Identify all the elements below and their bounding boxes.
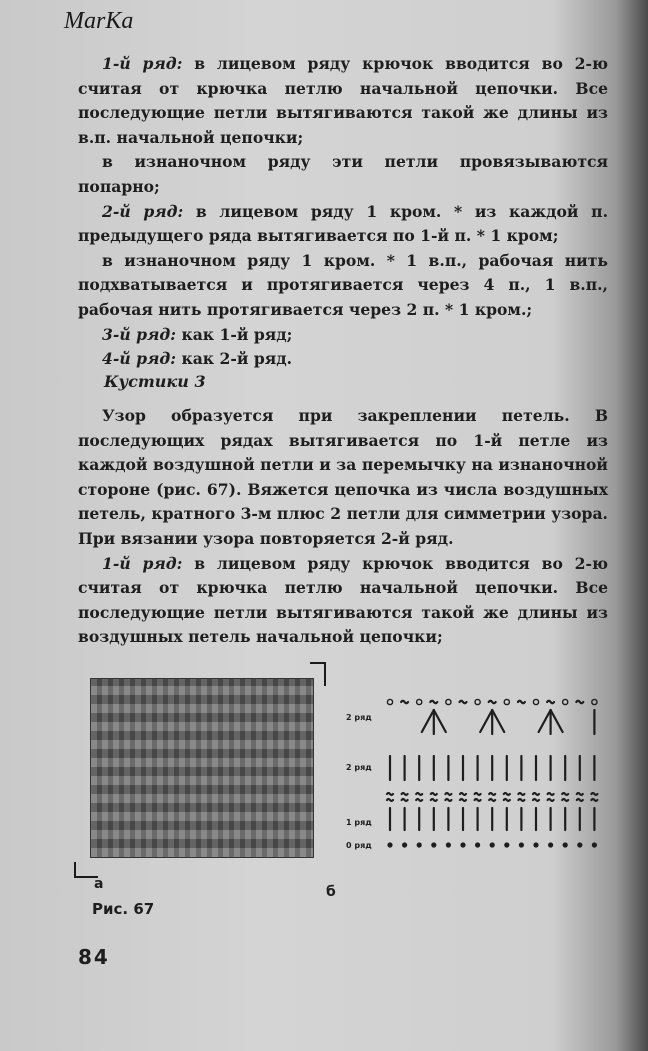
tilde-mark xyxy=(518,799,524,801)
paragraph xyxy=(78,200,608,249)
chain-circle xyxy=(563,699,568,704)
tilde-mark xyxy=(577,799,583,801)
tilde-mark xyxy=(460,701,467,704)
chain-dot xyxy=(592,842,597,847)
chart-symbols xyxy=(387,699,597,847)
chain-circle xyxy=(417,699,422,704)
tilde-mark xyxy=(445,793,451,795)
paragraph-text: как 1-й ряд; xyxy=(176,324,293,344)
page-number: 84 xyxy=(78,945,110,969)
chain-dot xyxy=(460,842,465,847)
tilde-mark xyxy=(489,799,495,801)
tilde-mark xyxy=(489,701,496,704)
chain-circle xyxy=(387,699,392,704)
tilde-mark xyxy=(504,799,510,801)
cluster-mark xyxy=(492,710,504,732)
tilde-mark xyxy=(533,793,539,795)
chart-row-label: 2 ряд xyxy=(346,763,372,772)
chain-dot xyxy=(577,842,582,847)
paragraph xyxy=(78,249,608,323)
paragraph-text: в лицевом ряду крючок вводится во 2-ю считая от крючка петлю начальной цепочки. Все последующие петли вытягиваются такой же длины из воздушных петель начальной цепочки; xyxy=(78,553,608,647)
chain-dot xyxy=(475,842,480,847)
tilde-mark xyxy=(518,701,525,704)
cluster-mark xyxy=(551,710,563,732)
paragraph-text: Узор образуется при закреплении петель. В последующих рядах вытягивается по 1-й петле из каждой воздушной петли и за перемычку на изнаночной стороне (рис. 67). Вяжется цепочка из числа воздушных петель, кратного 3-м плюс 2 петли для симметрии узора. При вязании узора повторяется 2-й ряд. xyxy=(78,406,608,548)
figure-label-a: а xyxy=(94,876,104,892)
paragraph-text: как 2-й ряд. xyxy=(176,349,293,369)
tilde-mark xyxy=(562,799,568,801)
chain-dot xyxy=(490,842,495,847)
tilde-mark xyxy=(401,701,408,704)
paragraph xyxy=(78,552,608,650)
tilde-mark xyxy=(591,793,597,795)
chain-dot xyxy=(519,842,524,847)
chain-circle xyxy=(504,699,509,704)
paragraph-text: в изнаночном ряду эти петли провязываются попарно; xyxy=(78,152,608,196)
section-heading: Кустики 3 xyxy=(104,372,206,391)
chain-dot xyxy=(417,842,422,847)
paragraph xyxy=(78,347,608,372)
chain-dot xyxy=(431,842,436,847)
tilde-mark xyxy=(562,793,568,795)
chain-dot xyxy=(563,842,568,847)
row-label: 1-й ряд: xyxy=(102,553,183,573)
row-label: 4-й ряд: xyxy=(102,349,177,369)
paragraph-text: в изнаночном ряду 1 кром. * 1 в.п., рабочая нить подхватывается и протягивается через 4 п., 1 в.п., рабочая нить протягивается через 2 п. * 1 кром.; xyxy=(78,250,608,319)
tilde-mark xyxy=(387,793,393,795)
figure-caption: Рис. 67 xyxy=(92,900,155,918)
tilde-mark xyxy=(445,799,451,801)
tilde-mark xyxy=(475,793,481,795)
tilde-mark xyxy=(576,701,583,704)
tilde-mark xyxy=(548,793,554,795)
chain-circle xyxy=(533,699,538,704)
row-label: 1-й ряд: xyxy=(102,54,183,73)
tilde-mark xyxy=(475,799,481,801)
paragraph-text: в лицевом ряду 1 кром. * из каждой п. предыдущего ряда вытягивается по 1-й п. * 1 кром; xyxy=(78,201,608,246)
tilde-mark xyxy=(402,799,408,801)
text-block-2 xyxy=(78,404,608,650)
tilde-mark xyxy=(416,799,422,801)
chain-dot xyxy=(504,842,509,847)
tilde-mark xyxy=(533,799,539,801)
row-label: 3-й ряд: xyxy=(102,324,177,344)
cluster-mark xyxy=(539,710,551,732)
cluster-mark xyxy=(480,710,492,732)
chain-dot xyxy=(402,842,407,847)
tilde-mark xyxy=(431,793,437,795)
paragraph xyxy=(78,323,608,348)
figure-photo-frame xyxy=(74,662,326,878)
tilde-mark xyxy=(548,799,554,801)
paragraph xyxy=(78,150,608,199)
crochet-chart xyxy=(340,690,610,860)
figure-label-b: б xyxy=(326,884,336,900)
tilde-mark xyxy=(430,701,437,704)
cluster-mark xyxy=(422,710,434,732)
chain-dot xyxy=(387,842,392,847)
row-label: 2-й ряд: xyxy=(102,201,184,221)
paragraph-text: в лицевом ряду крючок вводится во 2-ю считая от крючка петлю начальной цепочки. Все последующие петли вытягиваются такой же длины из в.п. начальной цепочки; xyxy=(78,54,608,147)
chain-circle xyxy=(446,699,451,704)
chain-dot xyxy=(548,842,553,847)
text-block-1 xyxy=(78,52,608,372)
tilde-mark xyxy=(518,793,524,795)
chain-circle xyxy=(475,699,480,704)
tilde-mark xyxy=(460,799,466,801)
knitted-swatch-photo xyxy=(90,678,314,858)
chain-dot xyxy=(446,842,451,847)
paragraph xyxy=(78,52,608,150)
tilde-mark xyxy=(431,799,437,801)
chart-row-label: 1 ряд xyxy=(346,818,372,827)
tilde-mark xyxy=(547,701,554,704)
tilde-mark xyxy=(489,793,495,795)
chart-row-label: 2 ряд xyxy=(346,713,372,722)
chart-row-label: 0 ряд xyxy=(346,841,372,850)
chain-circle xyxy=(592,699,597,704)
tilde-mark xyxy=(460,793,466,795)
tilde-mark xyxy=(504,793,510,795)
paragraph xyxy=(78,404,608,552)
tilde-mark xyxy=(591,799,597,801)
tilde-mark xyxy=(387,799,393,801)
tilde-mark xyxy=(402,793,408,795)
tilde-mark xyxy=(416,793,422,795)
cluster-mark xyxy=(434,710,446,732)
chain-dot xyxy=(533,842,538,847)
watermark: MarKa xyxy=(64,8,134,34)
tilde-mark xyxy=(577,793,583,795)
